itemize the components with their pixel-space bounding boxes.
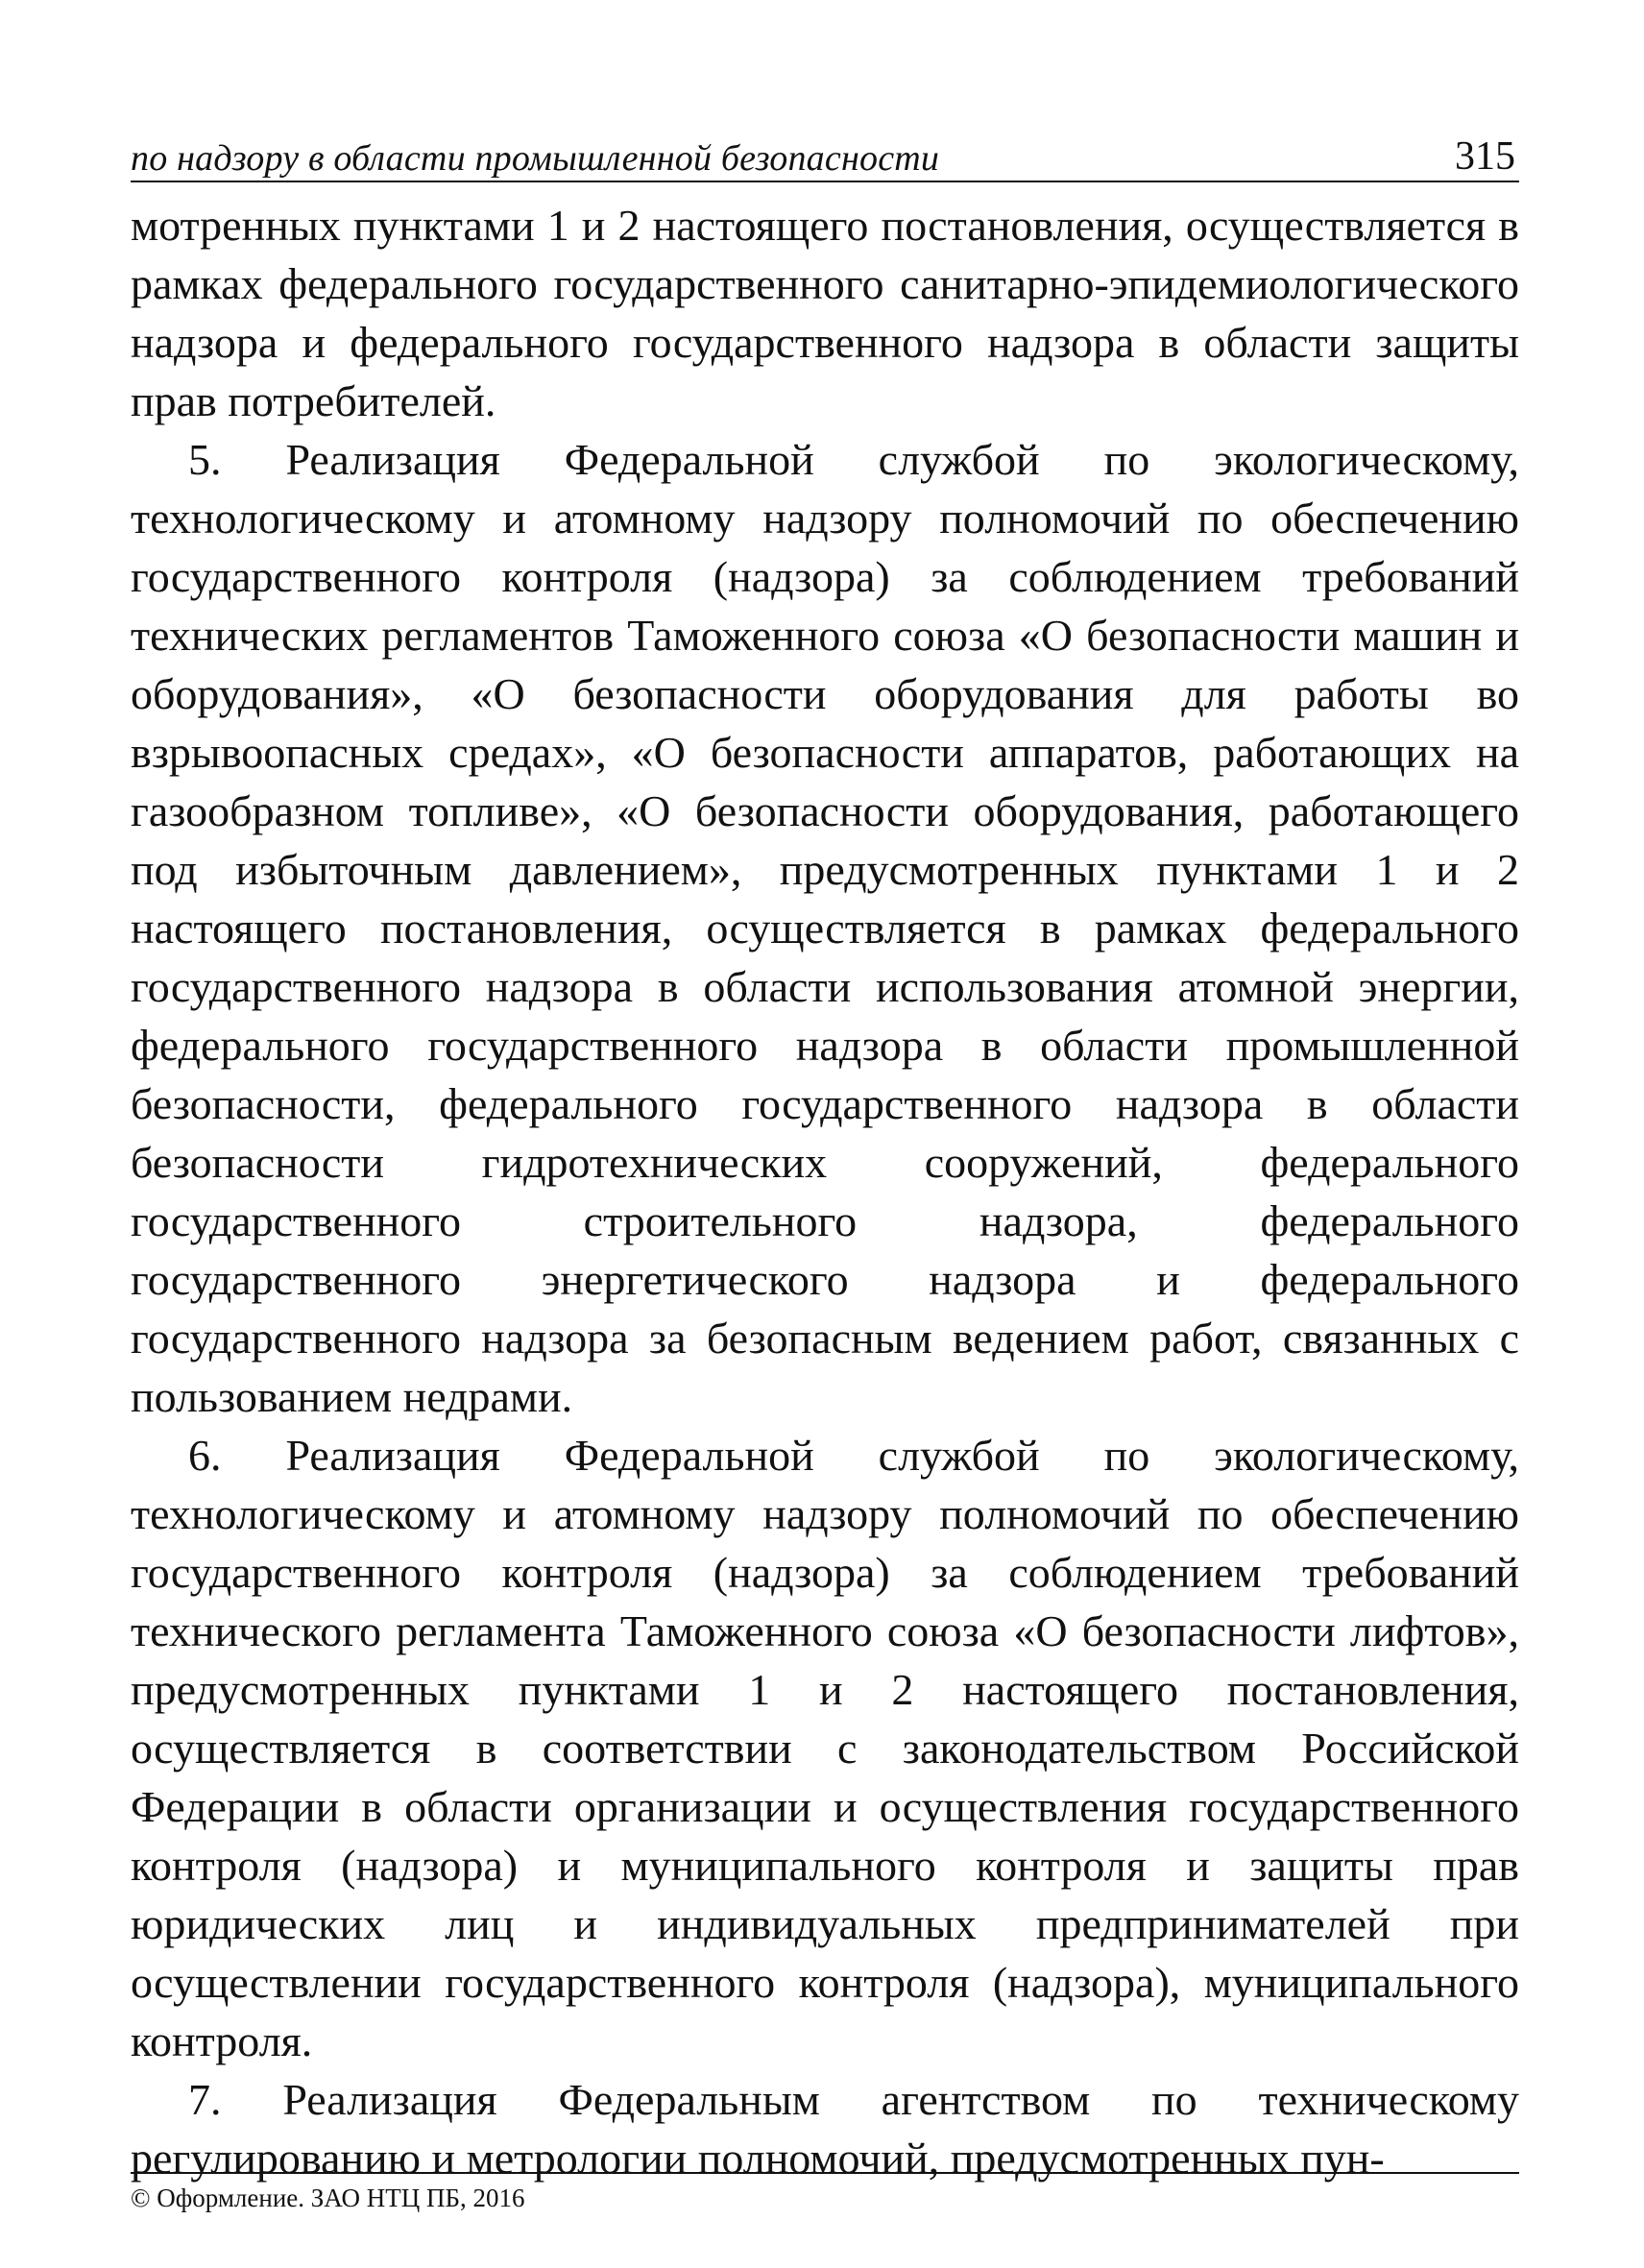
paragraph-item-5: 5. Реализация Федеральной службой по экологическому, технологическому и атомному надзору полномочий по обеспечению государственного контроля (надзора) за соблюдением требований технических регламентов Таможенного союза «О безопасности машин и оборудования», «О безопасности оборудования для работы во взрывоопасных средах», «О безопасности аппаратов, работающих на газообразном топливе», «О безопасности оборудования, работающего под избыточным давлением», предусмотренных пунктами 1 и 2 настоящего постановления, осуществляется в рамках федерального государственного надзора в области использования атомной энергии, федерального государственного надзора в области промышленной безопасности, федерального государственного надзора в области безопасности гидротехнических сооружений, федерального государственного строительного надзора, федерального государственного энергетического надзора и федерального государственного надзора за безопасным ведением работ, связанных с пользованием недрами. <box>131 435 1519 1421</box>
paragraph-item-6: 6. Реализация Федеральной службой по экологическому, технологическому и атомному надзору полномочий по обеспечению государственного контроля (надзора) за соблюдением требований технического регламента Таможенного союза «О безопасности лифтов», предусмотренных пунктами 1 и 2 настоящего постановления, осуществляется в соответствии с законодательством Российской Федерации в области организации и осуществления государственного контроля (надзора) и муниципального контроля и защиты прав юридических лиц и индивидуальных предпринимателей при осуществлении государственного контроля (надзора), муниципального контроля. <box>131 1431 1519 2065</box>
header-title: по надзору в области промышленной безопасности <box>131 138 940 179</box>
paragraph-continuation: мотренных пунктами 1 и 2 настоящего постановления, осуществляется в рамках федерального государственного санитарно-эпидемиологического надзора и федерального государственного надзора в области защиты прав потребителей. <box>131 201 1519 425</box>
document-page <box>131 115 1519 2187</box>
page-number: 315 <box>1455 134 1515 179</box>
footer-copyright: © Оформление. ЗАО НТЦ ПБ, 2016 <box>131 2184 525 2212</box>
paragraph-item-7: 7. Реализация Федеральным агентством по техническому регулированию и метрологии полномочий, предусмотренных пун- <box>131 2075 1519 2183</box>
footer-rule <box>131 2172 1519 2174</box>
body-text <box>131 196 1519 2187</box>
running-header <box>131 115 1519 182</box>
